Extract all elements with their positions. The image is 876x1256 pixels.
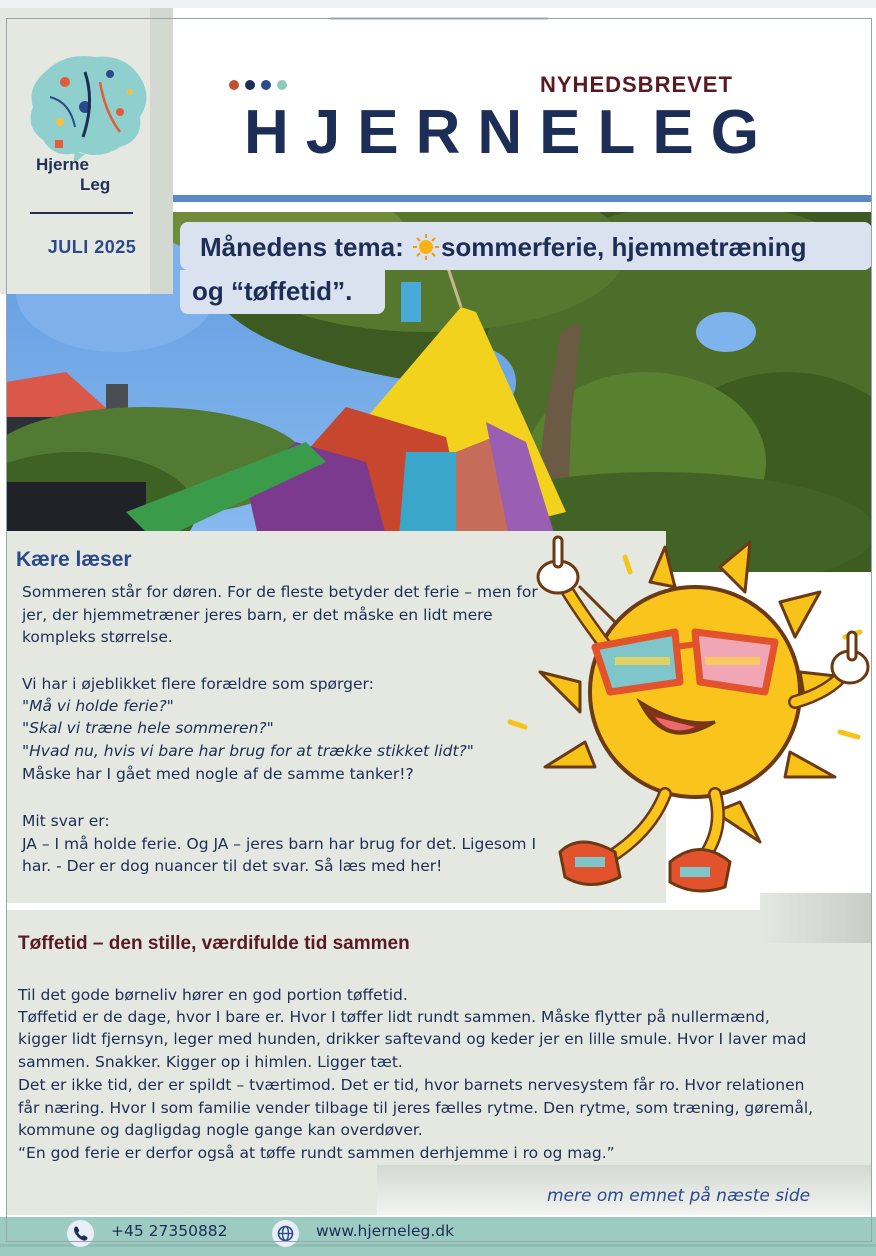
- letter-line: jer, der hjemmetræner jeres barn, er det måske en lidt mere: [22, 606, 493, 624]
- letter-line: JA – I må holde ferie. Og JA – jeres barn har brug for det. Ligesom I: [22, 835, 537, 853]
- letter-question: "Må vi holde ferie?": [22, 697, 174, 715]
- footer-website[interactable]: www.hjerneleg.dk: [316, 1222, 455, 1240]
- letter-question: "Hvad nu, hvis vi bare har brug for at trække stikket lidt?": [22, 742, 474, 760]
- logo-text: Leg: [80, 175, 111, 194]
- toffetid-line: kommune og dagligdag nogle gange kan overdøver.: [18, 1121, 423, 1139]
- continue-link[interactable]: mere om emnet på næste side: [547, 1186, 811, 1206]
- toffetid-line: kigger lidt fjernsyn, leger med hunden, drikker saftevand og keder jer en lille smule. Hvor I laver mad: [18, 1030, 807, 1048]
- footer-line: [0, 1244, 876, 1247]
- newsletter-subtitle: NYHEDSBREVET: [540, 72, 733, 97]
- letter-question: "Skal vi træne hele sommeren?": [22, 719, 274, 737]
- toffetid-line: sammen. Snakker. Kigger op i himlen. Ligger tæt.: [18, 1053, 403, 1071]
- footer-phone[interactable]: +45 27350882: [111, 1222, 228, 1240]
- letter-line: Vi har i øjeblikket flere forældre som spørger:: [22, 675, 374, 693]
- letter-line: Mit svar er:: [22, 812, 110, 830]
- letter-line: Måske har I gået med nogle af de samme tanker!?: [22, 765, 414, 783]
- theme-title-line2: og “tøffetid”.: [192, 276, 353, 306]
- letter-line: har. - Der er dog nuancer til det svar. Så læs med her!: [22, 857, 443, 875]
- letter-heading: Kære læser: [16, 548, 132, 571]
- toffetid-line: Det er ikke tid, der er spildt – tværtimod. Det er tid, hvor barnets nervesystem får ro. Hvor relationen: [18, 1076, 805, 1094]
- theme-suffix: sommerferie, hjemmetræning: [440, 232, 807, 262]
- toffetid-heading: Tøffetid – den stille, værdifulde tid sammen: [18, 933, 410, 954]
- page-frame: [6, 18, 872, 1242]
- letter-line: Sommeren står for døren. For de fleste betyder det ferie – men for: [22, 583, 538, 601]
- toffetid-line: Til det gode børneliv hører en god portion tøffetid.: [18, 986, 408, 1004]
- letter-line: kompleks størrelse.: [22, 628, 173, 646]
- newsletter-title: HJERNELEG: [244, 98, 776, 167]
- theme-prefix: Månedens tema:: [200, 232, 411, 262]
- issue-date: JULI 2025: [47, 237, 137, 257]
- logo-text: Hjerne: [36, 155, 89, 174]
- toffetid-quote: “En god ferie er derfor også at tøffe rundt sammen derhjemme i ro og mag.”: [18, 1144, 615, 1162]
- toffetid-line: Tøffetid er de dage, hvor I bare er. Hvor I tøffer lidt rundt sammen. Måske flytter på nullermænd,: [18, 1008, 770, 1026]
- top-band: [0, 0, 876, 8]
- toffetid-line: får næring. Hvor I som familie vender tilbage til jeres fælles rytme. Den rytme, som træning, gøremål,: [18, 1099, 814, 1117]
